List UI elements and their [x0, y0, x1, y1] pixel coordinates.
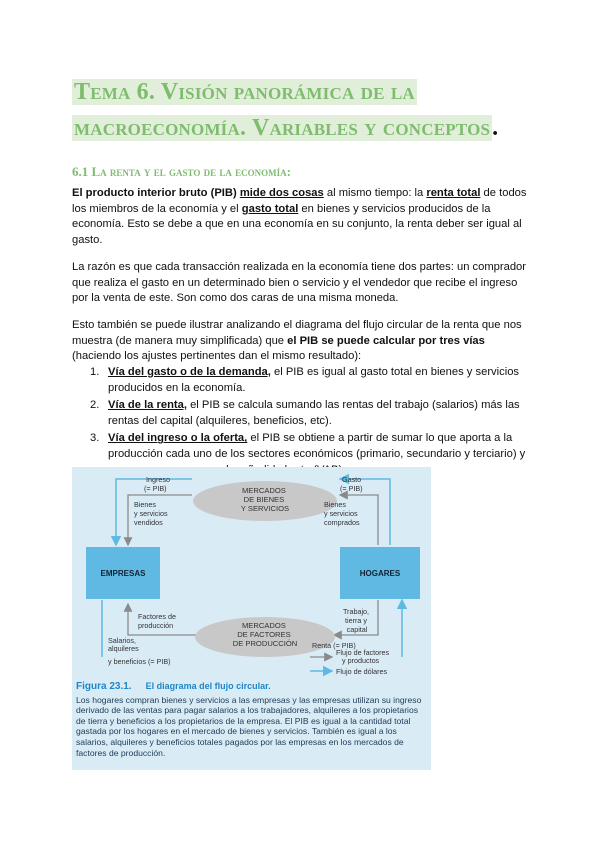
- legend-money: Flujo de dólares: [336, 667, 388, 676]
- page-title-text: Tema 6. Visión panorámica de la macroeconomía. Variables y conceptos: [74, 79, 491, 141]
- para3-text-a: Esto también se puede ilustrar analizando el diagrama del flujo circular de la renta que nos muestra (de manera muy simplificada) que: [72, 319, 522, 347]
- salarios-label-2: alquileres: [108, 644, 139, 653]
- paragraph-razon: La razón es que cada transacción realizada en la economía tiene dos partes: un comprador que realiza el gasto en un determinado bien o servicio y el vendedor que recibe el ingreso por la venta de este. Son como dos caras de una misma moneda.: [72, 261, 526, 305]
- circular-flow-figure: [72, 467, 431, 770]
- salarios-label-3: y beneficios (= PIB): [108, 657, 171, 666]
- paragraph-pib: [72, 186, 530, 248]
- gasto-total: gasto total: [241, 202, 299, 215]
- legend-goods-1: Flujo de factores: [336, 648, 390, 657]
- legend-goods-2: y productos: [342, 656, 380, 665]
- trabajo-label-2: tierra y: [345, 616, 367, 625]
- pib-term: El producto interior bruto (PIB): [72, 187, 237, 199]
- list-item-title: Vía de la renta,: [108, 399, 187, 412]
- ingreso-label-1: Ingreso: [146, 475, 170, 484]
- goods-market-label-2: DE BIENES: [243, 495, 285, 504]
- svg-text:Flujo de factores y pr: [336, 648, 391, 665]
- figure-caption: [76, 681, 428, 758]
- bienes-vendidos-3: vendidos: [134, 518, 163, 527]
- paragraph-flujo: [72, 318, 530, 365]
- bienes-comprados-2: y servicios: [324, 509, 358, 518]
- list-number: 1.: [90, 366, 100, 378]
- renta-total: renta total: [426, 187, 481, 199]
- bienes-comprados-3: comprados: [324, 518, 360, 527]
- goods-market-label-1: MERCADOS: [241, 486, 286, 495]
- caption-title: Figura 23.1.: [76, 681, 132, 692]
- tres-vias: el PIB se puede calcular por tres vías: [287, 334, 485, 347]
- gasto-label-2: (= PIB): [340, 484, 363, 493]
- gasto-label-1: Gasto: [342, 475, 362, 484]
- section-heading: 6.1 La renta y el gasto de la economía:: [72, 164, 291, 179]
- empresas-label: EMPRESAS: [100, 569, 146, 578]
- list-item-title: Vía del gasto o de la demanda,: [108, 366, 271, 378]
- hogares-label: HOGARES: [359, 569, 401, 578]
- factor-market-label-3: DE PRODUCCIÓN: [232, 639, 298, 648]
- list-number: 3.: [90, 432, 100, 445]
- caption-text: Los hogares compran bienes y servicios a las empresas y las empresas utilizan su ingreso derivado de las ventas para pagar salarios a los trabajadores, alquileres a los propietarios de tierra y beneficios a los propietarios de la empresa. El PIB es igual a la cantidad total gastada por los hogares en el mercado de bienes y servicios. También es igual a los salarios, alquileres y beneficios totales pagados por las empresas en los mercados de factores de producción.: [76, 694, 422, 758]
- mide-dos-cosas: mide dos cosas: [239, 187, 324, 199]
- vias-list: [72, 365, 530, 480]
- factores-label-1: Factores de: [138, 612, 176, 621]
- caption-header: [76, 681, 428, 693]
- list-item-text: el PIB es igual al gasto total en bienes y servicios producidos en la economía.: [108, 366, 520, 394]
- list-item: [72, 365, 530, 396]
- list-number: 2.: [90, 399, 100, 412]
- title-block: [72, 74, 532, 146]
- para1-text-b: de todos los miembros de la economía y el: [72, 187, 527, 215]
- list-item-text: el PIB se obtiene a partir de sumar lo que aporta a la producción cada uno de los sectores económicos (primario, secundario y terciario) y: [108, 432, 526, 460]
- trabajo-label-3: capital: [346, 625, 368, 634]
- ingreso-label-2: (= PIB): [144, 484, 167, 493]
- bienes-vendidos-2: y servicios: [134, 509, 168, 518]
- bienes-vendidos-1: Bienes: [134, 500, 156, 509]
- para3-text-b: (haciendo los ajustes pertinentes dan el mismo resultado):: [72, 350, 362, 363]
- para1-text-a: al mismo tiempo: la: [323, 187, 427, 199]
- para1-text-c: en bienes y servicios producidos de la economía. Esto se debe a que en una economía en su conjunto, la renta deber ser igual al gasto.: [72, 202, 522, 246]
- caption-subtitle: El diagrama del flujo circular.: [145, 681, 271, 691]
- factores-label-2: producción: [138, 621, 174, 630]
- goods-market-label-3: Y SERVICIOS: [240, 504, 290, 513]
- factor-market-label-2: DE FACTORES: [237, 630, 291, 639]
- page-title-period: .: [492, 115, 499, 141]
- list-item-text: el PIB se calcula sumando las rentas del trabajo (salarios) más las rentas del capital (alquileres, beneficios, etc).: [108, 399, 520, 427]
- factor-market-label-1: MERCADOS: [241, 621, 286, 630]
- list-item-title: Vía del ingreso o la oferta,: [108, 432, 248, 445]
- renta-label: Renta (= PIB): [312, 641, 356, 650]
- salarios-label-1: Salarios,: [108, 636, 136, 645]
- list-item: [72, 398, 530, 429]
- page-title: [72, 74, 532, 146]
- bienes-comprados-1: Bienes: [324, 500, 346, 509]
- trabajo-label-1: Trabajo,: [342, 607, 370, 616]
